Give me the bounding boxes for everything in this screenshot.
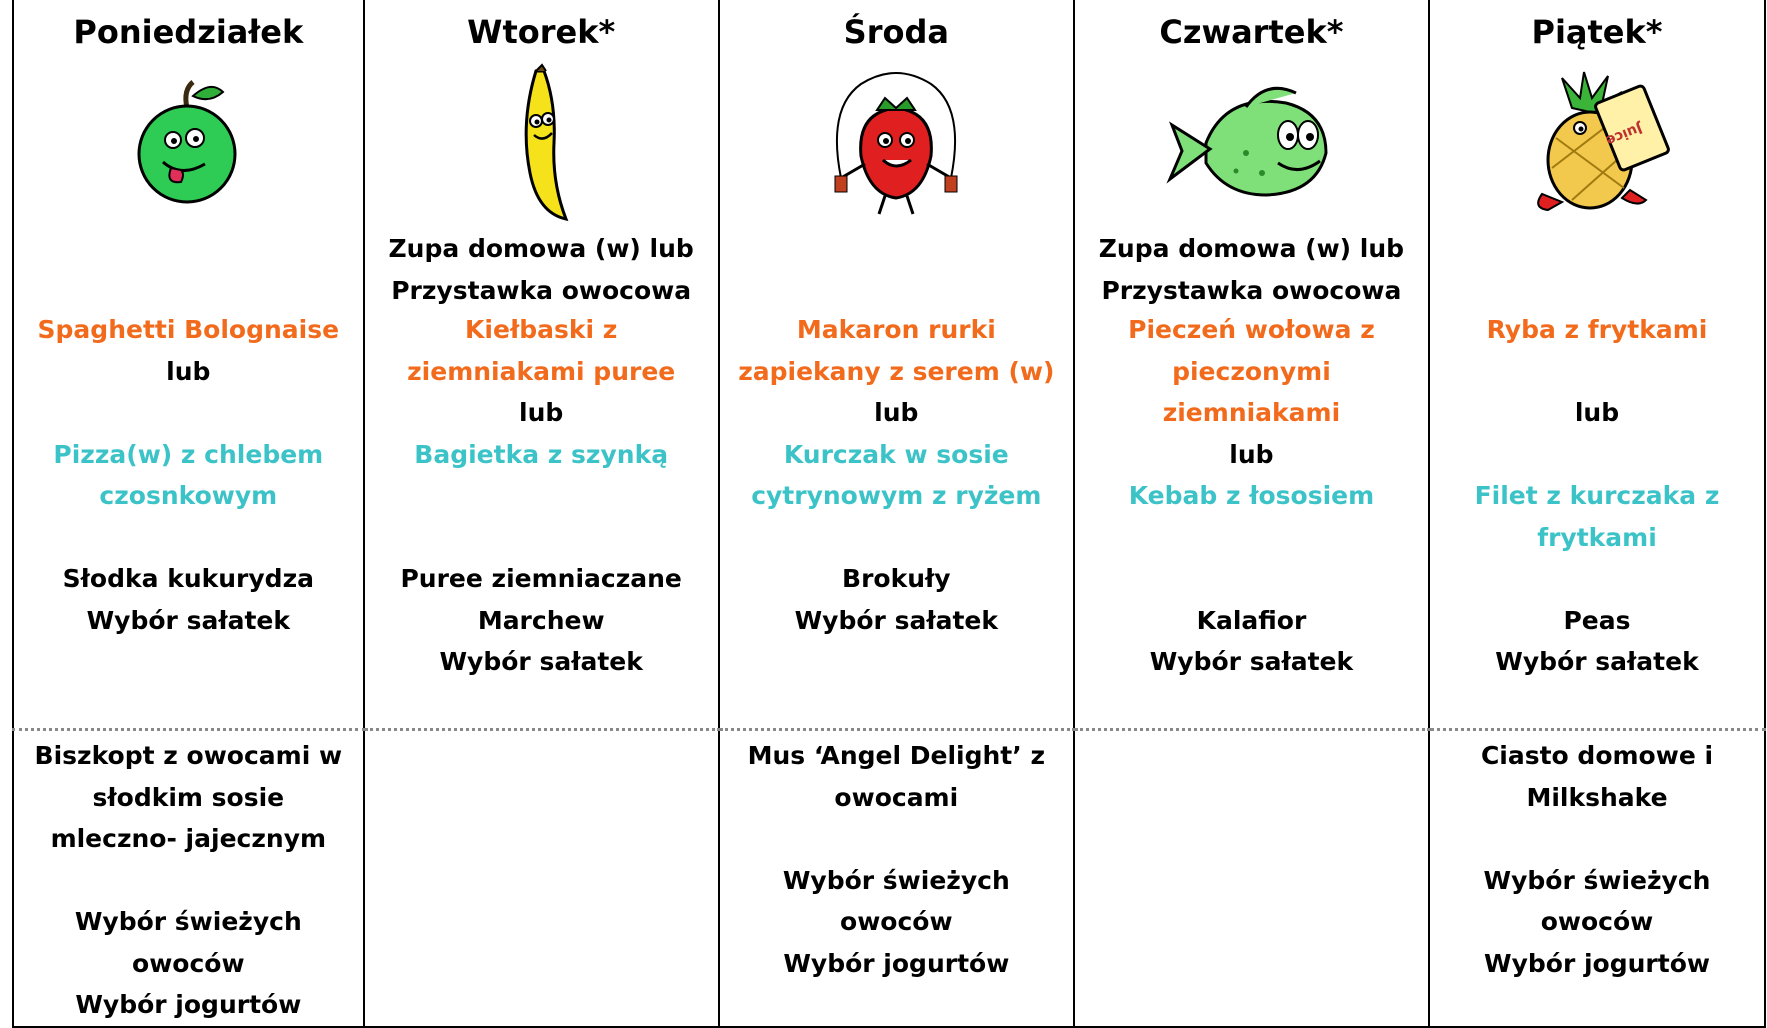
main-option-a	[365, 309, 718, 392]
main-a-line: Spaghetti Bolognaise	[37, 315, 340, 344]
banana-icon	[365, 58, 718, 228]
day-name: Poniedziałek	[73, 13, 304, 51]
day-name: Czwartek*	[1159, 13, 1344, 51]
dessert-line: Ciasto domowe i	[1480, 741, 1714, 770]
day-column-friday	[1429, 0, 1765, 730]
main-option-b	[365, 434, 718, 476]
or-label: lub	[519, 398, 564, 427]
day-column-monday	[13, 0, 364, 730]
main-a-line: Pieczeń wołowa z	[1128, 315, 1375, 344]
main-a-line: ziemniakami	[1162, 398, 1341, 427]
side-line: Słodka kukurydza	[62, 564, 314, 593]
dessert-cell-wednesday	[719, 730, 1074, 1028]
dessert-line: słodkim sosie	[92, 782, 285, 812]
dessert-line: Wybór jogurtów	[75, 990, 302, 1019]
main-b-line: frytkami	[1537, 522, 1657, 552]
day-name: Wtorek*	[467, 13, 616, 51]
dessert-row	[13, 730, 1765, 1028]
main-b-line: czosnkowym	[99, 481, 278, 510]
dessert-line: Wybór jogurtów	[783, 948, 1010, 978]
side-line: Marchew	[477, 605, 605, 635]
starter-block	[720, 228, 1073, 309]
dessert-cell-tuesday	[364, 730, 719, 1028]
main-a-line: Ryba z frytkami	[1486, 315, 1708, 344]
dessert-line: owoców	[132, 948, 245, 978]
main-a-line: pieczonymi	[1172, 356, 1331, 386]
or-label: lub	[874, 398, 919, 427]
main-option-a	[720, 309, 1073, 392]
starter-block	[14, 228, 363, 309]
dessert-line: Wybór jogurtów	[1484, 948, 1710, 978]
main-option-b	[1075, 475, 1428, 517]
side-line: Wybór sałatek	[86, 605, 291, 635]
main-b-line: Filet z kurczaka z	[1474, 481, 1720, 510]
day-name: Środa	[843, 13, 949, 51]
main-course-row	[13, 0, 1765, 730]
sides-block	[14, 558, 363, 641]
main-option-b	[720, 434, 1073, 517]
or-label: lub	[166, 356, 211, 386]
dessert-line: Mus ‘Angel Delight’ z	[747, 741, 1046, 770]
sides-block	[365, 558, 718, 683]
weekly-menu-table	[12, 0, 1766, 1028]
main-a-line: zapiekany z serem (w)	[738, 356, 1055, 386]
day-column-thursday	[1074, 0, 1429, 730]
sides-block	[1430, 600, 1764, 683]
fish-icon	[1075, 58, 1428, 228]
main-b-line: Kebab z łososiem	[1128, 481, 1375, 510]
dessert-line: owocami	[834, 782, 959, 812]
starter-line: Zupa domowa (w) lub	[388, 234, 694, 263]
main-b-line: Kurczak w sosie	[783, 439, 1009, 469]
main-a-line: ziemniakami puree	[407, 356, 676, 386]
main-option-a	[1430, 309, 1764, 351]
main-b-line: Pizza(w) z chlebem	[53, 439, 324, 469]
dessert-line: Wybór świeżych	[74, 907, 302, 936]
day-column-wednesday	[719, 0, 1074, 730]
main-option-a	[1075, 309, 1428, 434]
strawberry-icon	[720, 58, 1073, 228]
dessert-line: Biszkopt z owocami w	[34, 741, 343, 770]
side-line: Puree ziemniaczane	[400, 564, 682, 593]
dessert-cell-friday	[1429, 730, 1765, 1028]
main-b-line: Bagietka z szynką	[414, 439, 669, 469]
side-line: Wybór sałatek	[439, 647, 643, 676]
or-label: lub	[1574, 398, 1620, 427]
sides-block	[720, 558, 1073, 641]
sides-block	[1075, 600, 1428, 683]
dessert-cell-monday	[13, 730, 364, 1028]
main-option-a	[14, 309, 363, 351]
day-column-tuesday	[364, 0, 719, 730]
side-line: Kalafior	[1196, 605, 1307, 635]
side-line: Brokuły	[842, 564, 951, 593]
pineapple-juice-icon	[1430, 58, 1764, 228]
starter-block	[1430, 228, 1764, 309]
starter-block	[1075, 228, 1428, 309]
dessert-line: owoców	[1540, 907, 1654, 936]
dessert-line: Wybór świeżych	[1483, 865, 1711, 895]
dessert-line: Milkshake	[1526, 782, 1668, 812]
side-line: Wybór sałatek	[1149, 647, 1354, 676]
svg-text:Juice: Juice	[1603, 119, 1645, 149]
side-line: Peas	[1563, 605, 1631, 635]
or-label: lub	[1229, 439, 1274, 469]
main-b-line: cytrynowym z ryżem	[751, 481, 1042, 510]
side-line: Wybór sałatek	[794, 605, 999, 635]
main-option-b	[14, 434, 363, 517]
side-line: Wybór sałatek	[1495, 647, 1699, 676]
main-a-line: Kiełbaski z	[465, 315, 618, 344]
starter-block	[365, 228, 718, 309]
dessert-line: owoców	[840, 907, 953, 936]
main-a-line: Makaron rurki	[796, 315, 996, 344]
starter-line: Przystawka owocowa	[1101, 275, 1402, 305]
dessert-line: Wybór świeżych	[782, 865, 1010, 895]
starter-line: Przystawka owocowa	[391, 275, 692, 305]
day-name: Piątek*	[1531, 13, 1663, 51]
starter-line: Zupa domowa (w) lub	[1098, 234, 1405, 263]
dessert-cell-thursday	[1074, 730, 1429, 1028]
dessert-line: mleczno- jajecznym	[50, 824, 327, 853]
green-apple-icon	[14, 58, 363, 228]
main-option-b	[1430, 475, 1764, 558]
